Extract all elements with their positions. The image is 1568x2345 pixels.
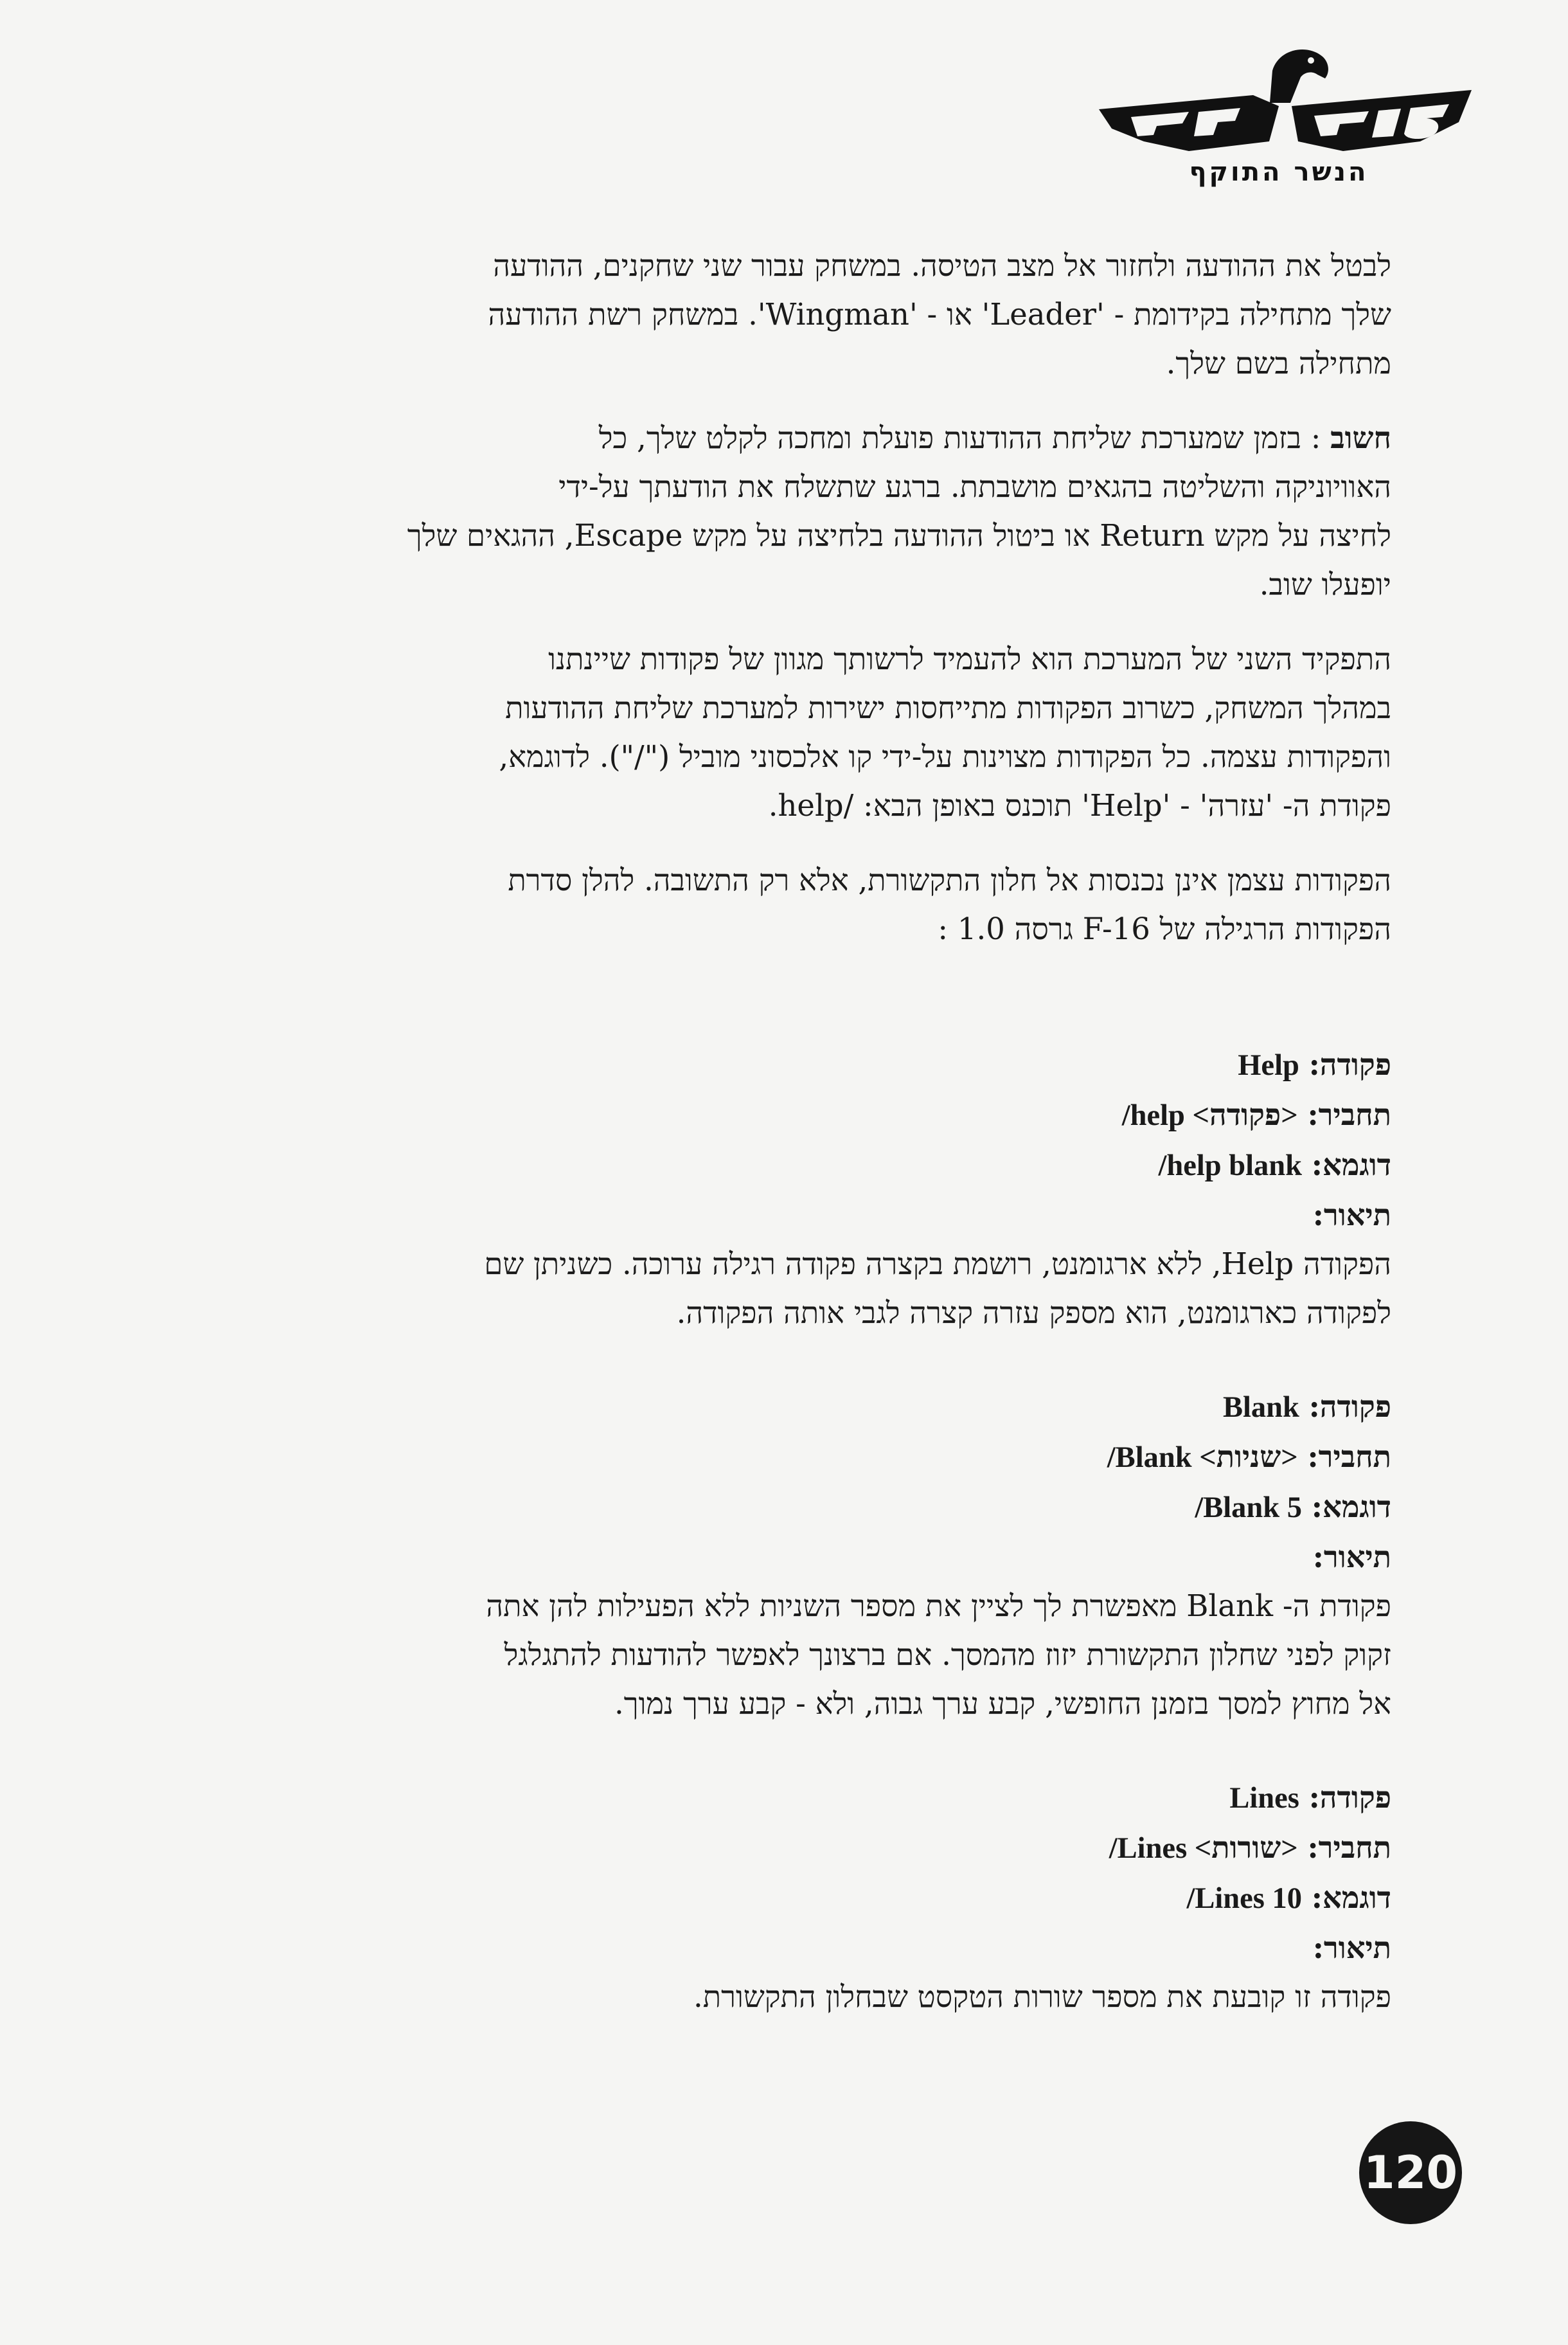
command-row: [151, 1773, 1391, 1823]
syntax-row: [151, 1823, 1391, 1873]
description-line: זקוק לפני שחלון התקשורת יזוז מהמסך. אם ברצונך לאפשר להודעות להתגלגל: [504, 1637, 1391, 1672]
command-label: פקודה:: [1308, 1388, 1391, 1424]
paragraph-important: [151, 413, 1391, 609]
example-label: דוגמא:: [1311, 1489, 1391, 1524]
description-line: לפקודה כארגומנט, הוא מספק עזרה קצרה לגבי אותה הפקודה.: [676, 1295, 1391, 1330]
description-line: אל מחוץ למסך בזמנן החופשי, קבע ערך גבוה, ולא - קבע ערך נמוך.: [614, 1686, 1391, 1721]
command-name: Lines: [1229, 1782, 1299, 1815]
example-row: [151, 1140, 1391, 1190]
text-line: הפקודות עצמן אינן נכנסות אל חלון התקשורת, אלא רק התשובה. להלן סדרת: [508, 863, 1391, 897]
command-entry-help: [151, 1040, 1391, 1337]
description-line: פקודת ה- Blank מאפשרת לך לציין את מספר השניות ללא הפעילות להן אתה: [486, 1588, 1391, 1623]
text-line: לחיצה על מקש Return או ביטול ההודעה בלחיצה על מקש Escape, ההגאים שלך: [407, 518, 1391, 553]
syntax-value: /help <פקודה>: [1121, 1099, 1298, 1132]
syntax-value: /Blank <שניות>: [1107, 1441, 1298, 1474]
syntax-value: /Lines <שורות>: [1109, 1832, 1298, 1865]
text-line: הפקודות הרגילה של F-16 גרסה 1.0 :: [938, 912, 1391, 946]
syntax-label: תחביר:: [1307, 1439, 1391, 1474]
command-name: Help: [1238, 1049, 1299, 1082]
paragraph-4: [151, 856, 1391, 953]
example-value: /Lines 10: [1186, 1882, 1303, 1915]
text-line: מתחילה בשם שלך.: [1166, 346, 1391, 381]
logo-subtitle: הנשר התוקף: [1189, 157, 1369, 187]
paragraph-3: [151, 634, 1391, 830]
paragraph-1: [151, 241, 1391, 388]
command-entry-blank: [151, 1382, 1391, 1728]
important-label: חשוב: [1330, 420, 1391, 455]
command-entry-lines: [151, 1773, 1391, 2021]
example-row: [151, 1482, 1391, 1532]
description-label: תיאור:: [1312, 1930, 1391, 1965]
syntax-row: [151, 1432, 1391, 1482]
description-line: הפקודה Help, ללא ארגומנט, רושמת בקצרה פקודה רגילה ערוכה. כשניתן שם: [484, 1246, 1391, 1281]
text-line: שלך מתחילה בקידומת - 'Leader' או - 'Wingman'. במשחק רשת ההודעה: [488, 297, 1391, 332]
command-row: [151, 1040, 1391, 1090]
command-name: Blank: [1222, 1391, 1299, 1424]
text-line: האוויוניקה והשליטה בהגאים מושבתת. ברגע שתשלח את הודעתך על-ידי: [558, 469, 1391, 504]
description-line: פקודה זו קובעת את מספר שורות הטקסט שבחלון התקשורת.: [693, 1979, 1391, 2014]
description-label: תיאור:: [1312, 1539, 1391, 1574]
text-line: במהלך המשחק, כשרוב הפקודות מתייחסות ישירות למערכת שליחת ההודעות: [505, 690, 1391, 725]
text-line: והפקודות עצמה. כל הפקודות מצוינות על-ידי קו אלכסוני מוביל ("/"). לדוגמא,: [499, 739, 1391, 774]
text-line: פקודת ה- 'עזרה' - 'Help' תוכנס באופן הבא: /help.: [768, 788, 1391, 823]
f16-logo: [1086, 45, 1484, 193]
text-line: לבטל את ההודעה ולחזור אל מצב הטיסה. במשחק עבור שני שחקנים, ההודעה: [493, 248, 1391, 283]
eagle-logo-icon: [1086, 45, 1484, 161]
text-line: [151, 413, 1391, 462]
command-row: [151, 1382, 1391, 1432]
syntax-label: תחביר:: [1307, 1829, 1391, 1865]
example-row: [151, 1873, 1391, 1923]
syntax-label: תחביר:: [1307, 1097, 1391, 1132]
command-label: פקודה:: [1308, 1047, 1391, 1082]
example-label: דוגמא:: [1311, 1880, 1391, 1915]
text-line: התפקיד השני של המערכת הוא להעמיד לרשותך מגוון של פקודות שיינתנו: [548, 642, 1391, 676]
main-text: [151, 241, 1391, 2066]
page-number-badge: 120: [1359, 2121, 1462, 2224]
example-label: דוגמא:: [1311, 1147, 1391, 1182]
syntax-row: [151, 1090, 1391, 1140]
example-value: /help blank: [1158, 1149, 1303, 1182]
description-label: תיאור:: [1312, 1197, 1391, 1232]
example-value: /Blank 5: [1195, 1491, 1303, 1524]
command-label: פקודה:: [1308, 1779, 1391, 1815]
text-fragment: : בזמן שמערכת שליחת ההודעות פועלת ומחכה לקלט שלך, כל: [598, 420, 1321, 455]
text-line: יופעלו שוב.: [1259, 567, 1391, 602]
